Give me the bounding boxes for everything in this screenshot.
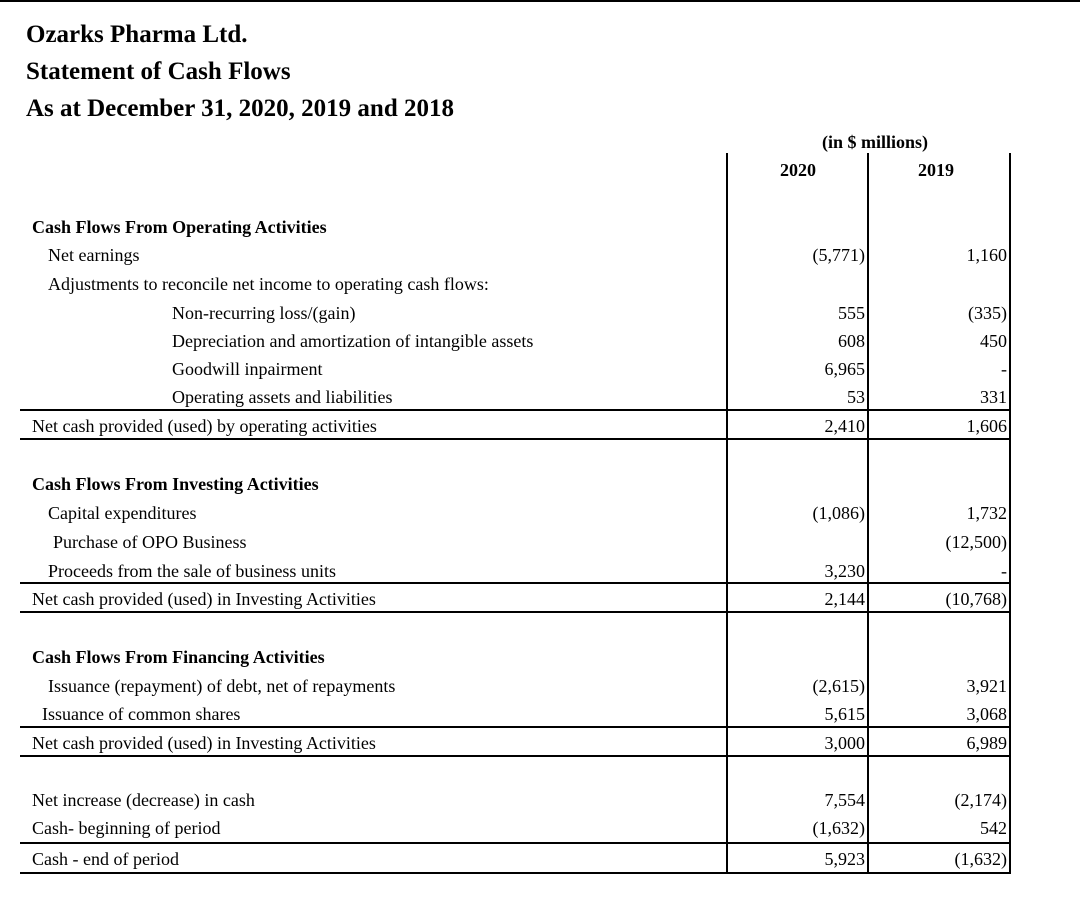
- row-label: Non-recurring loss/(gain): [172, 303, 356, 323]
- value-2020: 555: [838, 303, 865, 323]
- value-2020: 3,230: [824, 561, 865, 581]
- column-rule-middle: [867, 153, 869, 874]
- financing-total-2019: 6,989: [966, 733, 1007, 753]
- value-2020: (5,771): [812, 245, 865, 265]
- row-label: Issuance of common shares: [42, 704, 241, 724]
- cash-end-2019: (1,632): [954, 849, 1007, 869]
- value-2020: 608: [838, 331, 865, 351]
- row-label: Proceeds from the sale of business units: [48, 561, 336, 581]
- column-rule-left: [726, 153, 728, 874]
- operating-total-2020: 2,410: [824, 416, 865, 436]
- cash-end-label: Cash - end of period: [32, 849, 179, 869]
- operating-heading: Cash Flows From Operating Activities: [32, 217, 327, 237]
- row-label: Depreciation and amortization of intangible assets: [172, 331, 534, 351]
- value-2019: (335): [968, 303, 1007, 323]
- operating-total-2019: 1,606: [966, 416, 1007, 436]
- operating-total-label: Net cash provided (used) by operating activities: [32, 416, 377, 436]
- value-2020: (1,632): [812, 818, 865, 838]
- row-label: Adjustments to reconcile net income to operating cash flows:: [48, 274, 489, 294]
- value-2019: (2,174): [954, 790, 1007, 810]
- financing-subtotal-rule-bottom: [20, 755, 1011, 757]
- row-label: Capital expenditures: [48, 503, 197, 523]
- value-2020: 6,965: [824, 359, 865, 379]
- value-2020: (1,086): [812, 503, 865, 523]
- financing-total-2020: 3,000: [824, 733, 865, 753]
- column-header-2020: 2020: [780, 160, 816, 180]
- investing-heading: Cash Flows From Investing Activities: [32, 474, 319, 494]
- column-rule-right: [1009, 153, 1011, 874]
- investing-total-2020: 2,144: [824, 589, 865, 609]
- investing-total-2019: (10,768): [945, 589, 1007, 609]
- value-2019: 1,160: [966, 245, 1007, 265]
- row-label: Issuance (repayment) of debt, net of repayments: [48, 676, 396, 696]
- units-note: (in $ millions): [822, 132, 929, 152]
- cash-end-rule-top: [20, 842, 1011, 844]
- value-2020: 5,615: [824, 704, 865, 724]
- operating-subtotal-rule-top: [20, 409, 1011, 411]
- row-label: Purchase of OPO Business: [53, 532, 247, 552]
- value-2019: 450: [980, 331, 1007, 351]
- value-2019: 542: [980, 818, 1007, 838]
- row-label: Cash- beginning of period: [32, 818, 221, 838]
- value-2019: 331: [980, 387, 1007, 407]
- top-border: [0, 0, 1080, 2]
- row-label: Net earnings: [48, 245, 140, 265]
- column-header-2019: 2019: [918, 160, 954, 180]
- cash-end-rule-bottom: [20, 872, 1011, 874]
- row-label: Operating assets and liabilities: [172, 387, 393, 407]
- value-2019: (12,500): [945, 532, 1007, 552]
- row-label: Goodwill inpairment: [172, 359, 323, 379]
- value-2020: 7,554: [824, 790, 865, 810]
- row-label: Net increase (decrease) in cash: [32, 790, 255, 810]
- operating-subtotal-rule-bottom: [20, 438, 1011, 440]
- financing-subtotal-rule-top: [20, 726, 1011, 728]
- company-name: Ozarks Pharma Ltd.: [26, 21, 248, 48]
- statement-title: Statement of Cash Flows: [26, 58, 291, 85]
- value-2020: (2,615): [812, 676, 865, 696]
- value-2019: -: [1001, 561, 1007, 581]
- financing-total-label: Net cash provided (used) in Investing Activities: [32, 733, 376, 753]
- investing-subtotal-rule-bottom: [20, 611, 1011, 613]
- statement-period: As at December 31, 2020, 2019 and 2018: [26, 95, 454, 122]
- financing-heading: Cash Flows From Financing Activities: [32, 647, 325, 667]
- value-2020: 53: [847, 387, 865, 407]
- value-2019: 3,921: [966, 676, 1007, 696]
- cash-end-2020: 5,923: [824, 849, 865, 869]
- investing-total-label: Net cash provided (used) in Investing Activities: [32, 589, 376, 609]
- value-2019: 1,732: [966, 503, 1007, 523]
- value-2019: 3,068: [966, 704, 1007, 724]
- value-2019: -: [1001, 359, 1007, 379]
